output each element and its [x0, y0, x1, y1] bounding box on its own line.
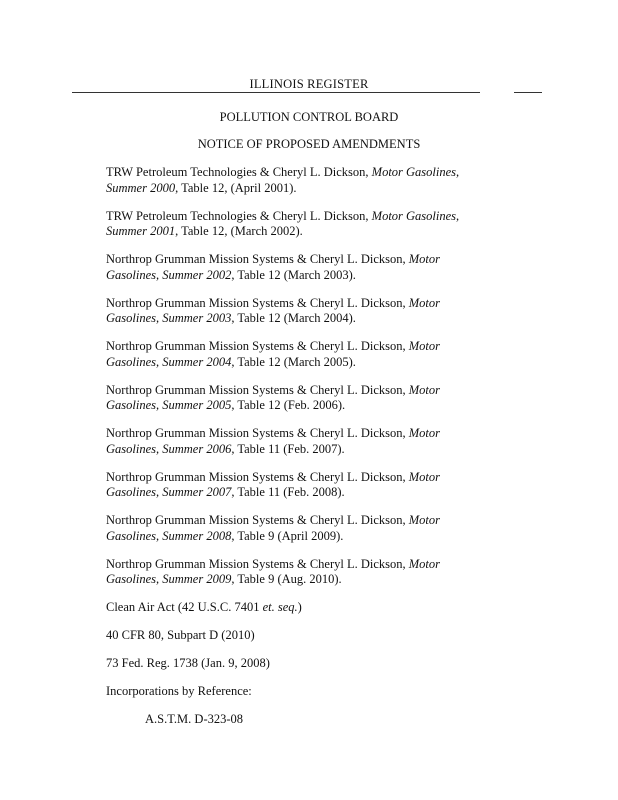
federal-register-reference: 73 Fed. Reg. 1738 (Jan. 9, 2008) — [106, 656, 270, 670]
register-title: ILLINOIS REGISTER — [249, 77, 369, 91]
reference-item: Northrop Grumman Mission Systems & Cheryl L. Dickson, Motor Gasolines, Summer 2003, Table 12 (March 2004). — [106, 295, 441, 325]
reference-item: Northrop Grumman Mission Systems & Cheryl L. Dickson, Motor Gasolines, Summer 2004, Table 12 (March 2005). — [106, 339, 441, 369]
reference-item: Northrop Grumman Mission Systems & Cheryl L. Dickson, Motor Gasolines, Summer 2006, Table 11 (Feb. 2007). — [106, 426, 441, 456]
reference-item: Northrop Grumman Mission Systems & Cheryl L. Dickson, Motor Gasolines, Summer 2007, Table 11 (Feb. 2008). — [106, 469, 441, 499]
astm-reference: A.S.T.M. D-323-08 — [145, 712, 244, 726]
reference-item: Northrop Grumman Mission Systems & Cheryl L. Dickson, Motor Gasolines, Summer 2005, Table 12 (Feb. 2006). — [106, 382, 441, 412]
reference-item: Northrop Grumman Mission Systems & Cheryl L. Dickson, Motor Gasolines, Summer 2009, Table 9 (Aug. 2010). — [106, 556, 441, 586]
reference-item: TRW Petroleum Technologies & Cheryl L. Dickson, Motor Gasolines, Summer 2001, Table 12, (March 2002). — [106, 208, 460, 238]
reference-item: TRW Petroleum Technologies & Cheryl L. Dickson, Motor Gasolines, Summer 2000, Table 12, (April 2001). — [106, 165, 460, 195]
incorporations-label: Incorporations by Reference: — [106, 684, 252, 698]
references-list — [106, 165, 496, 740]
board-name: POLLUTION CONTROL BOARD — [219, 110, 399, 124]
reference-item: Northrop Grumman Mission Systems & Cheryl L. Dickson, Motor Gasolines, Summer 2008, Table 9 (April 2009). — [106, 513, 441, 543]
reference-item: Northrop Grumman Mission Systems & Cheryl L. Dickson, Motor Gasolines, Summer 2002, Table 12 (March 2003). — [106, 252, 441, 282]
header-rule — [72, 92, 480, 93]
notice-title: NOTICE OF PROPOSED AMENDMENTS — [197, 137, 421, 151]
cfr-reference: 40 CFR 80, Subpart D (2010) — [106, 628, 255, 642]
header-rule-short — [514, 92, 542, 93]
clean-air-act-reference: Clean Air Act (42 U.S.C. 7401 et. seq.) — [106, 600, 302, 614]
